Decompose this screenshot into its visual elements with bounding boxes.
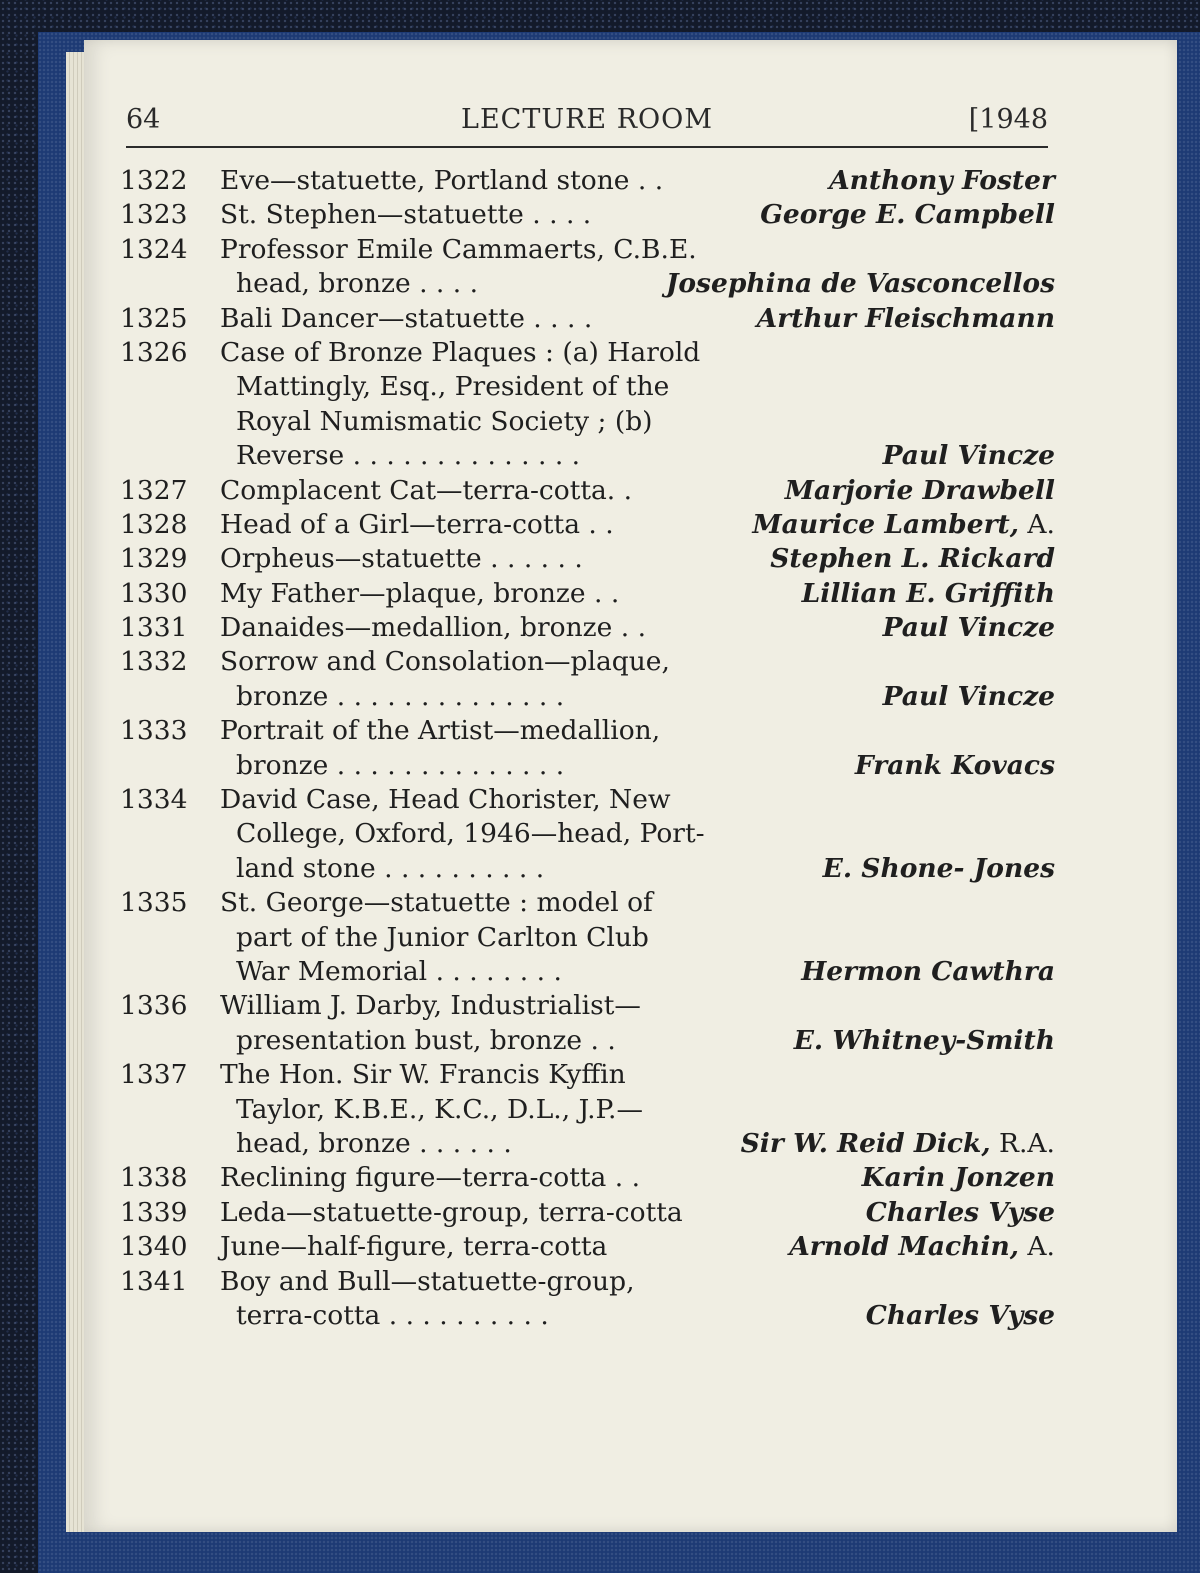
artist-qualification: R.A.: [990, 1127, 1055, 1159]
entry-title: St. George—statuette : model of: [220, 887, 653, 919]
catalogue-entry: [120, 886, 1055, 989]
running-title: LECTURE ROOM: [461, 104, 713, 135]
entry-number: 1333: [120, 715, 188, 747]
artist-qualification: A.: [1019, 508, 1055, 540]
entry-line: [220, 886, 1055, 920]
artist-name: [866, 1196, 1055, 1230]
entry-title: David Case, Head Chorister, New: [220, 784, 671, 816]
entry-line: [220, 645, 1055, 679]
artist-name: [883, 611, 1055, 645]
entry-number: 1331: [120, 612, 188, 644]
artist-name-text: Marjorie Drawbell: [784, 474, 1055, 506]
artist-name-text: Sir W. Reid Dick,: [740, 1127, 991, 1159]
entry-number: 1328: [120, 508, 188, 540]
entry-number: 1324: [120, 233, 188, 265]
entry-line: [236, 749, 1055, 783]
artist-name: [829, 164, 1055, 198]
entry-title: Royal Numismatic Society ; (b): [236, 405, 653, 437]
entry-title: My Father—plaque, bronze . .: [220, 577, 620, 609]
entry-title: The Hon. Sir W. Francis Kyffin: [220, 1059, 626, 1091]
entry-title: St. Stephen—statuette . . . .: [220, 199, 592, 231]
catalogue-entry: [120, 542, 1055, 576]
artist-qualification: A.: [1019, 1231, 1055, 1263]
artist-name-text: Stephen L. Rickard: [770, 543, 1055, 575]
entry-number: 1339: [120, 1196, 188, 1228]
entry-line: [220, 611, 1055, 645]
entry-line: [236, 955, 1055, 989]
entry-number: 1338: [120, 1162, 188, 1194]
artist-name: [883, 680, 1055, 714]
artist-name: [785, 474, 1055, 508]
entry-number: 1337: [120, 1059, 188, 1091]
entry-line: [236, 921, 1055, 955]
artist-name-text: Arnold Machin,: [789, 1231, 1019, 1263]
entry-title: War Memorial . . . . . . . .: [236, 955, 562, 987]
artist-name-text: Arthur Fleischmann: [756, 302, 1055, 334]
artist-name-text: Frank Kovacs: [854, 749, 1055, 781]
entry-line: [220, 164, 1055, 198]
artist-name: [789, 1230, 1055, 1264]
artist-name-text: Paul Vincze: [882, 612, 1055, 644]
entry-line: [220, 577, 1055, 611]
entry-line: [220, 508, 1055, 542]
entry-line: [236, 852, 1055, 886]
entry-line: [220, 1196, 1055, 1230]
entry-title: Complacent Cat—terra-cotta. .: [220, 474, 633, 506]
artist-name: [855, 749, 1055, 783]
entry-number: 1335: [120, 887, 188, 919]
catalogue-entry: [120, 508, 1055, 542]
entry-title: head, bronze . . . . . .: [236, 1127, 512, 1159]
entry-title: Mattingly, Esq., President of the: [236, 371, 670, 403]
artist-name-text: E. Shone- Jones: [822, 852, 1055, 884]
catalogue-entry: [120, 1161, 1055, 1195]
entry-title: Reclining figure—terra-cotta . .: [220, 1162, 640, 1194]
entry-line: [220, 302, 1055, 336]
entry-line: [220, 1265, 1055, 1299]
entry-line: [220, 542, 1055, 576]
catalogue-entry: [120, 1058, 1055, 1161]
artist-name: [883, 439, 1055, 473]
entry-number: 1336: [120, 990, 188, 1022]
entry-number: 1322: [120, 165, 188, 196]
artist-name: [866, 1299, 1055, 1333]
entry-number: 1334: [120, 784, 188, 816]
entry-line: [236, 370, 1055, 404]
artist-name-text: E. Whitney-Smith: [793, 1024, 1055, 1056]
artist-name-text: Karin Jonzen: [861, 1162, 1055, 1194]
entry-title: bronze . . . . . . . . . . . . . .: [236, 680, 565, 712]
entry-line: [220, 336, 1055, 370]
catalogue-entry: [120, 302, 1055, 336]
page-number: 64: [126, 104, 161, 135]
entry-title: College, Oxford, 1946—head, Port-: [236, 818, 705, 850]
year-mark: [1948: [968, 104, 1048, 135]
artist-name: [823, 852, 1055, 886]
entry-title: Head of a Girl—terra-cotta . .: [220, 508, 614, 540]
catalogue-entry: [120, 233, 1055, 302]
entry-line: [236, 405, 1055, 439]
entry-title: Taylor, K.B.E., K.C., D.L., J.P.—: [236, 1093, 643, 1125]
entry-line: [220, 714, 1055, 748]
artist-name-text: Charles Vyse: [865, 1196, 1055, 1228]
artist-name-text: Hermon Cawthra: [801, 955, 1055, 987]
artist-name: [862, 1161, 1055, 1195]
entry-title: head, bronze . . . .: [236, 268, 479, 300]
artist-name-text: Lillian E. Griffith: [801, 577, 1055, 609]
entry-title: part of the Junior Carlton Club: [236, 921, 649, 953]
catalogue-entries: [120, 164, 1055, 1333]
catalogue-entry: [120, 164, 1055, 198]
catalogue-entry: [120, 989, 1055, 1058]
entry-title: Eve—statuette, Portland stone . .: [220, 165, 664, 196]
artist-name: [770, 542, 1055, 576]
entry-line: [236, 1299, 1055, 1333]
artist-name-text: Anthony Foster: [829, 165, 1055, 196]
artist-name-text: Josephina de Vasconcellos: [665, 268, 1055, 300]
catalogue-entry: [120, 645, 1055, 714]
artist-name: [757, 302, 1055, 336]
entry-title: Portrait of the Artist—medallion,: [220, 715, 661, 747]
entry-line: [236, 267, 1055, 301]
entry-title: Reverse . . . . . . . . . . . . . .: [236, 440, 581, 472]
catalogue-entry: [120, 198, 1055, 232]
catalogue-entry: [120, 1265, 1055, 1334]
entry-title: Bali Dancer—statuette . . . .: [220, 302, 593, 334]
entry-title: Boy and Bull—statuette-group,: [220, 1265, 635, 1297]
catalogue-entry: [120, 783, 1055, 886]
entry-line: [220, 1058, 1055, 1092]
entry-line: [220, 198, 1055, 232]
catalogue-entry: [120, 714, 1055, 783]
entry-title: Case of Bronze Plaques : (a) Harold: [220, 336, 701, 368]
artist-name: [741, 1127, 1055, 1161]
catalogue-entry: [120, 1230, 1055, 1264]
entry-title: Professor Emile Cammaerts, C.B.E.: [220, 233, 697, 265]
artist-name-text: George E. Campbell: [760, 199, 1055, 231]
entry-line: [220, 1161, 1055, 1195]
entry-title: Danaides—medallion, bronze . .: [220, 612, 646, 644]
artist-name: [794, 1024, 1055, 1058]
artist-name-text: Paul Vincze: [882, 680, 1055, 712]
artist-name: [760, 198, 1055, 232]
entry-line: [236, 439, 1055, 473]
artist-name: [666, 267, 1055, 301]
entry-number: 1325: [120, 302, 188, 334]
artist-name-text: Charles Vyse: [865, 1299, 1055, 1331]
entry-number: 1326: [120, 336, 188, 368]
catalogue-entry: [120, 474, 1055, 508]
entry-number: 1329: [120, 543, 188, 575]
artist-name-text: Maurice Lambert,: [752, 508, 1019, 540]
entry-line: [220, 1230, 1055, 1264]
entry-title: terra-cotta . . . . . . . . . .: [236, 1299, 549, 1331]
entry-number: 1341: [120, 1265, 188, 1297]
entry-line: [220, 989, 1055, 1023]
entry-line: [220, 233, 1055, 267]
entry-line: [236, 817, 1055, 851]
entry-line: [236, 1024, 1055, 1058]
entry-line: [220, 783, 1055, 817]
catalogue-entry: [120, 336, 1055, 474]
artist-name: [801, 955, 1055, 989]
entry-title: William J. Darby, Industrialist—: [220, 990, 641, 1022]
catalogue-entry: [120, 1196, 1055, 1230]
entry-title: bronze . . . . . . . . . . . . . .: [236, 749, 565, 781]
entry-number: 1323: [120, 199, 188, 231]
entry-line: [236, 680, 1055, 714]
entry-line: [220, 474, 1055, 508]
entry-number: 1340: [120, 1231, 188, 1263]
artist-name-text: Paul Vincze: [882, 440, 1055, 472]
entry-title: Sorrow and Consolation—plaque,: [220, 646, 670, 678]
entry-number: 1327: [120, 474, 188, 506]
entry-line: [236, 1093, 1055, 1127]
artist-name: [802, 577, 1055, 611]
entry-line: [236, 1127, 1055, 1161]
entry-title: Orpheus—statuette . . . . . .: [220, 543, 583, 575]
entry-title: Leda—statuette-group, terra-cotta: [220, 1196, 683, 1228]
artist-name: [752, 508, 1055, 542]
entry-title: June—half-figure, terra-cotta: [220, 1231, 608, 1263]
catalogue-entry: [120, 611, 1055, 645]
entry-title: presentation bust, bronze . .: [236, 1024, 616, 1056]
entry-number: 1332: [120, 646, 188, 678]
entry-title: land stone . . . . . . . . . .: [236, 852, 545, 884]
entry-number: 1330: [120, 577, 188, 609]
catalogue-entry: [120, 577, 1055, 611]
page-header: [126, 100, 1048, 148]
